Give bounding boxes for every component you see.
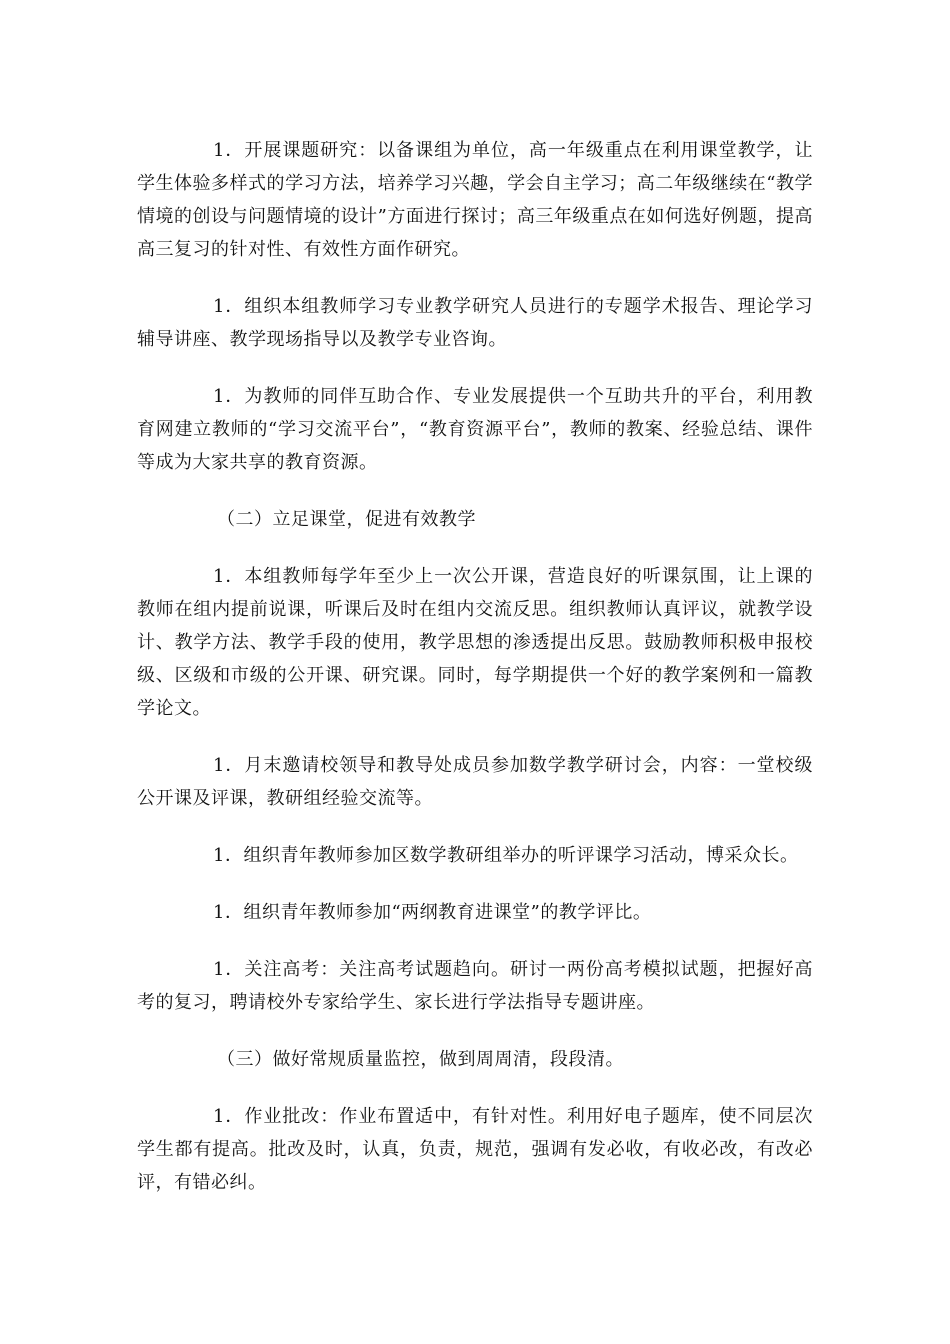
paragraph-open-class: 1．本组教师每学年至少上一次公开课，营造良好的听课氛围，让上课的教师在组内提前说课，听课后及时在组内交流反思。组织教师认真评议，就教学设计、教学方法、教学手段的使用，教学思想的渗透提出反思。鼓励教师积极申报校级、区级和市级的公开课、研究课。同时，每学期提供一个好的教学案例和一篇教学论文。 (137, 566, 813, 719)
paragraph-gaokao-focus: 1．关注高考：关注高考试题趋向。研讨一两份高考模拟试题，把握好高考的复习，聘请校外专家给学生、家长进行学法指导专题讲座。 (137, 959, 813, 1013)
paragraph-homework-grading: 1．作业批改：作业布置适中，有针对性。利用好电子题库，使不同层次学生都有提高。批改及时，认真，负责，规范，强调有发必收，有收必改，有改必评，有错必纠。 (137, 1106, 813, 1193)
document-body (137, 134, 813, 1223)
section-heading-quality-monitoring: （三）做好常规质量监控，做到周周清，段段清。 (217, 1049, 624, 1070)
paragraph-teaching-contest: 1．组织青年教师参加“两纲教育进课堂”的教学评比。 (213, 902, 652, 923)
section-heading-classroom: （二）立足课堂，促进有效教学 (217, 509, 476, 530)
paragraph-monthly-seminar: 1．月末邀请校领导和教导处成员参加数学教学研讨会，内容：一堂校级公开课及评课，教研组经验交流等。 (137, 755, 813, 809)
paragraph-study-organization: 1．组织本组教师学习专业教学研究人员进行的专题学术报告、理论学习辅导讲座、教学现场指导以及教学专业咨询。 (137, 296, 813, 350)
paragraph-resource-platform: 1．为教师的同伴互助合作、专业发展提供一个互助共升的平台，利用教育网建立教师的“学习交流平台”，“教育资源平台”，教师的教案、经验总结、课件等成为大家共享的教育资源。 (137, 386, 813, 473)
paragraph-observation-activity: 1．组织青年教师参加区数学教研组举办的听评课学习活动，博采众长。 (213, 845, 799, 866)
paragraph-topic-research: 1．开展课题研究：以备课组为单位，高一年级重点在利用课堂教学，让学生体验多样式的学习方法，培养学习兴趣，学会自主学习；高二年级继续在“教学情境的创设与问题情境的设计”方面进行探讨；高三年级重点在如何选好例题，提高高三复习的针对性、有效性方面作研究。 (137, 140, 813, 260)
